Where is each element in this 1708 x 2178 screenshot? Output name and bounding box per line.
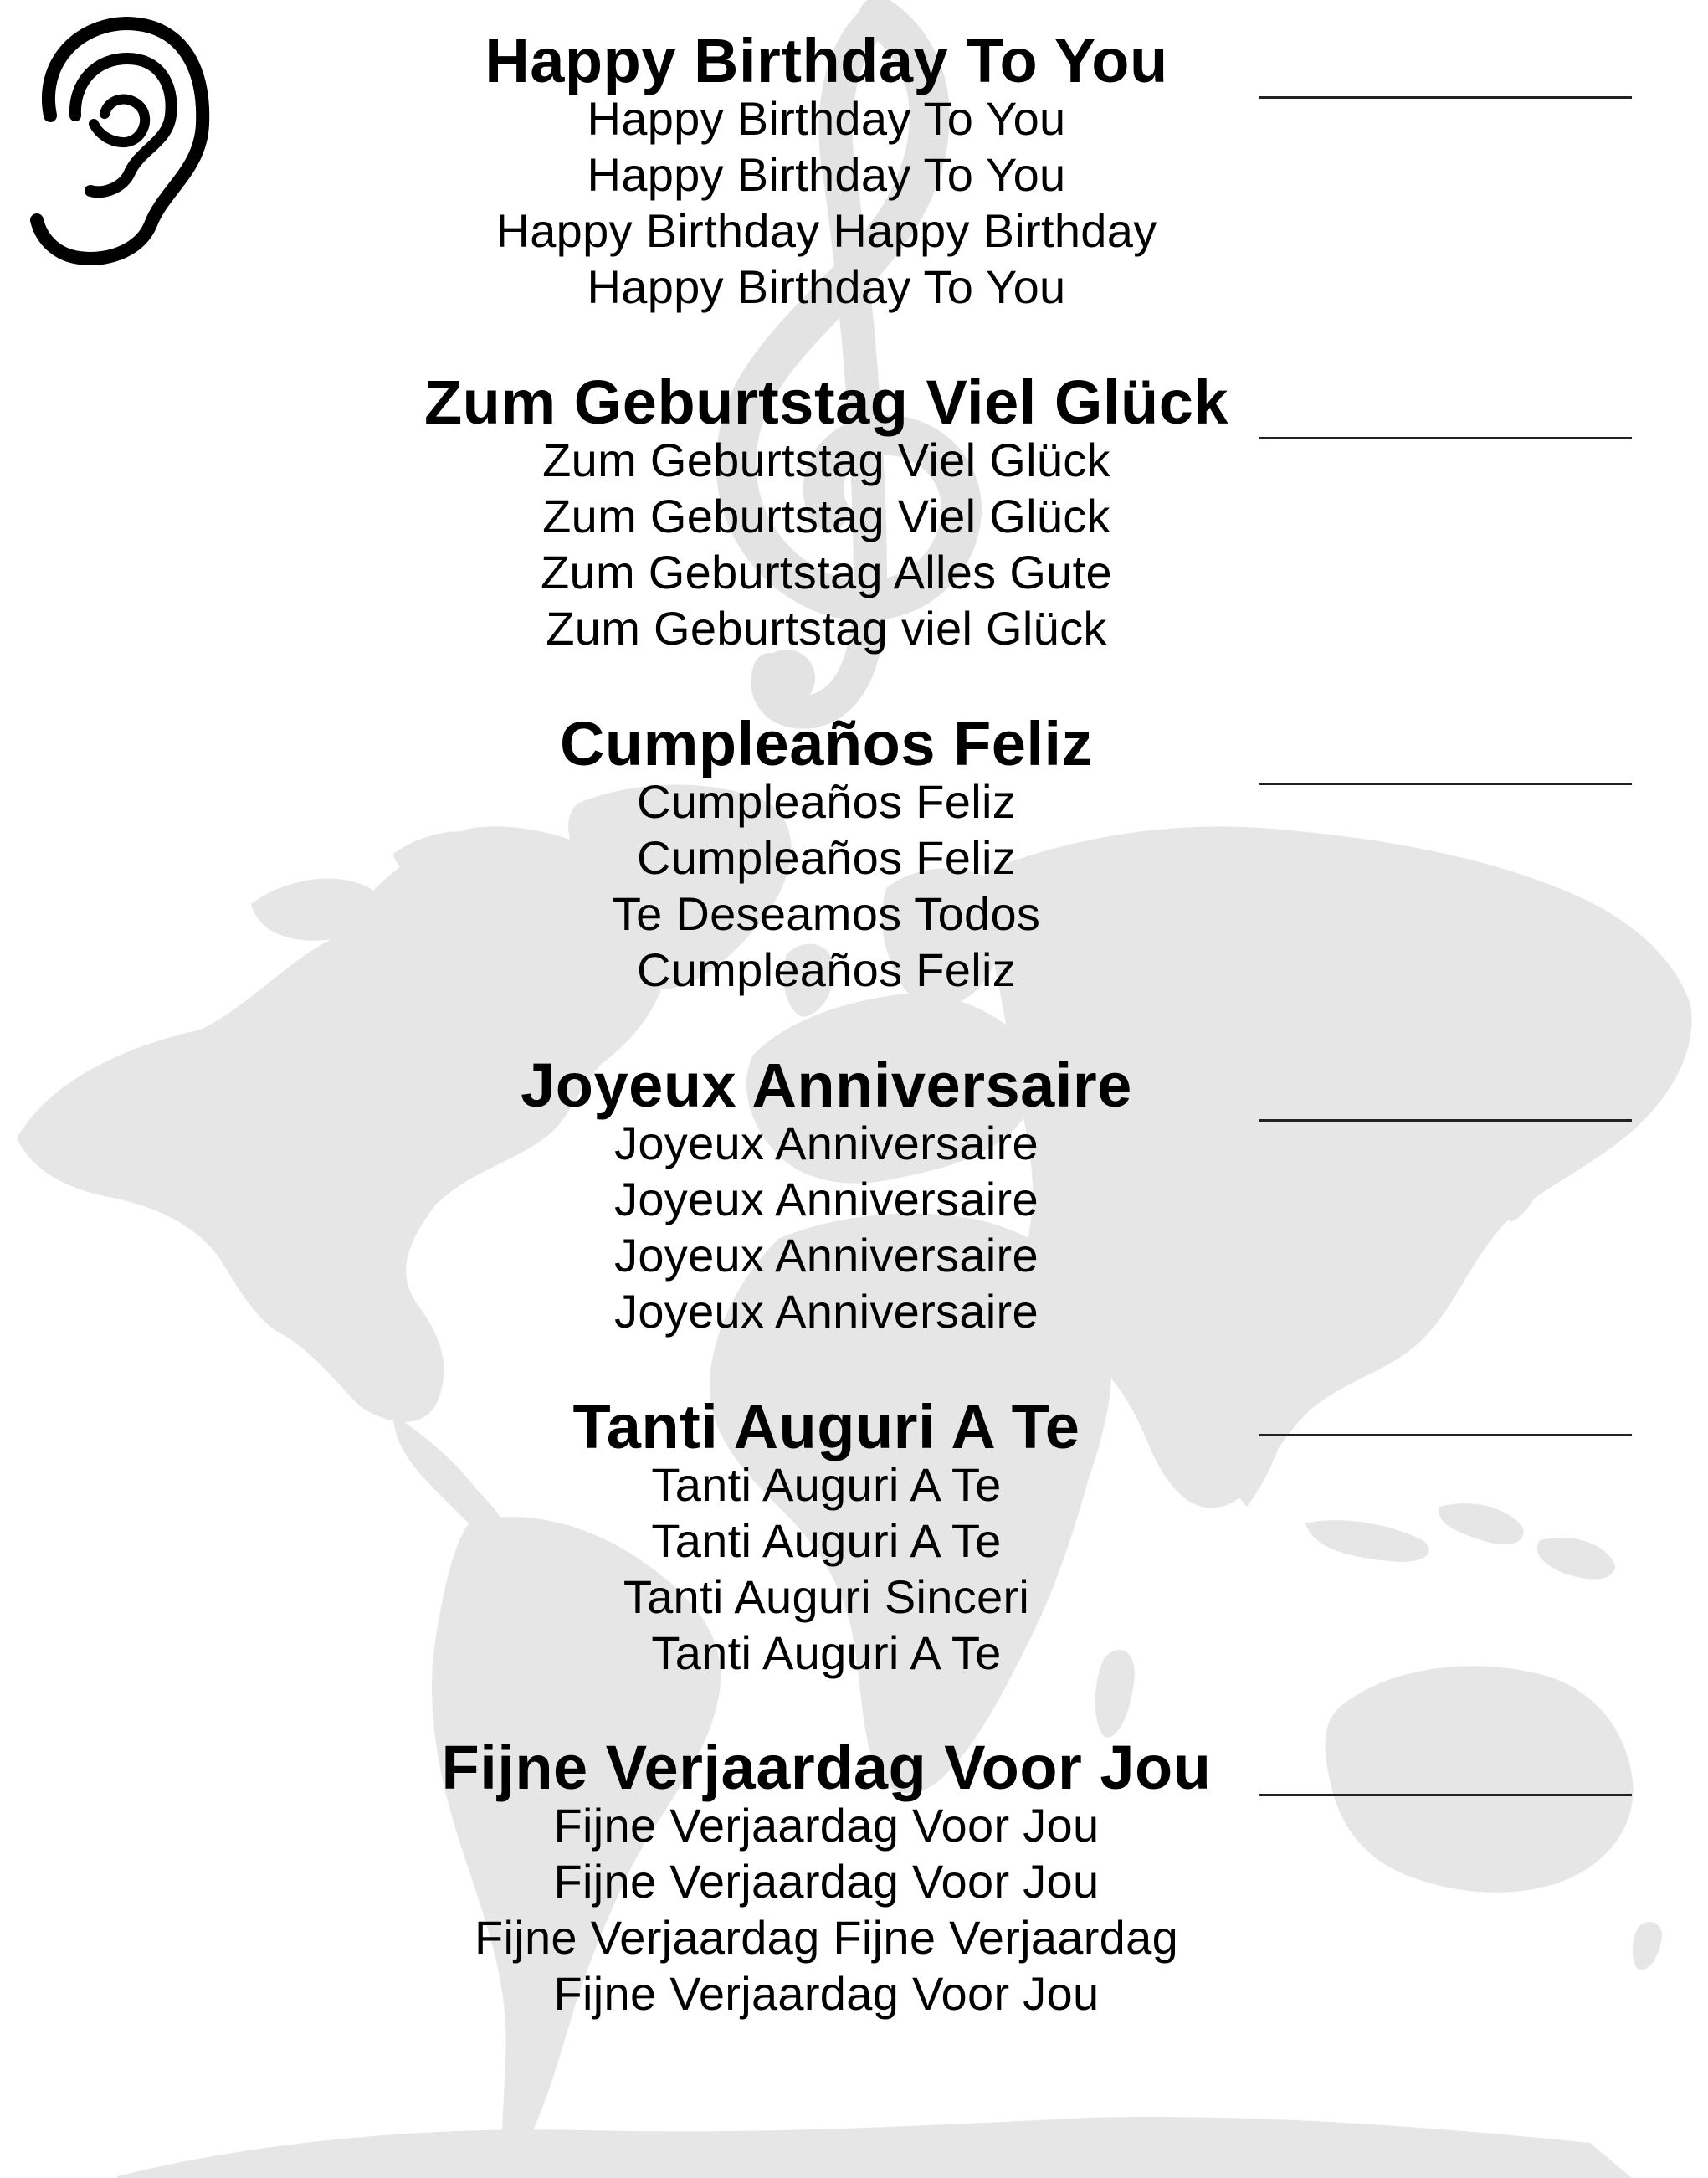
song-title: Fijne Verjaardag Voor Jou [441,1733,1212,1802]
song-line: Joyeux Anniversaire [614,1285,1039,1338]
song-line: Cumpleaños Feliz [637,775,1016,828]
song-line: Happy Birthday To You [587,260,1066,313]
song-line: Zum Geburtstag viel Glück [546,602,1107,655]
song-line: Zum Geburtstag Alles Gute [541,546,1112,598]
song-line: Fijne Verjaardag Voor Jou [553,1799,1100,1852]
song-line: Happy Birthday To You [587,92,1066,145]
song-title: Happy Birthday To You [485,26,1168,95]
song-lyrics [0,773,1653,998]
song-lyrics [0,1797,1653,2021]
song-lyrics [0,90,1653,315]
song-line: Tanti Auguri A Te [651,1458,1002,1511]
song-line: Te Deseamos Todos [612,887,1041,940]
song-title: Tanti Auguri A Te [572,1392,1080,1461]
song-line: Joyeux Anniversaire [614,1117,1039,1169]
song-line: Tanti Auguri A Te [651,1514,1002,1567]
song-line: Fijne Verjaardag Voor Jou [553,1855,1100,1908]
song-line: Tanti Auguri Sinceri [623,1570,1030,1623]
song-line: Joyeux Anniversaire [614,1229,1039,1282]
song-line: Zum Geburtstag Viel Glück [542,434,1110,486]
song-line: Tanti Auguri A Te [651,1626,1002,1679]
song-lyrics [0,1456,1653,1681]
song-line: Happy Birthday To You [587,148,1066,201]
song-line: Cumpleaños Feliz [637,943,1016,996]
song-title: Cumpleaños Feliz [559,709,1094,778]
song-title: Zum Geburtstag Viel Glück [423,367,1229,437]
song-line: Happy Birthday Happy Birthday [495,204,1157,257]
song-line: Fijne Verjaardag Fijne Verjaardag [474,1911,1179,1964]
song-line: Joyeux Anniversaire [614,1173,1039,1225]
song-title: Joyeux Anniversaire [521,1050,1132,1120]
song-lyrics [0,1115,1653,1339]
song-line: Cumpleaños Feliz [637,831,1016,884]
song-line: Zum Geburtstag Viel Glück [542,490,1110,542]
song-lyrics [0,432,1653,656]
song-line: Fijne Verjaardag Voor Jou [553,1967,1100,2020]
